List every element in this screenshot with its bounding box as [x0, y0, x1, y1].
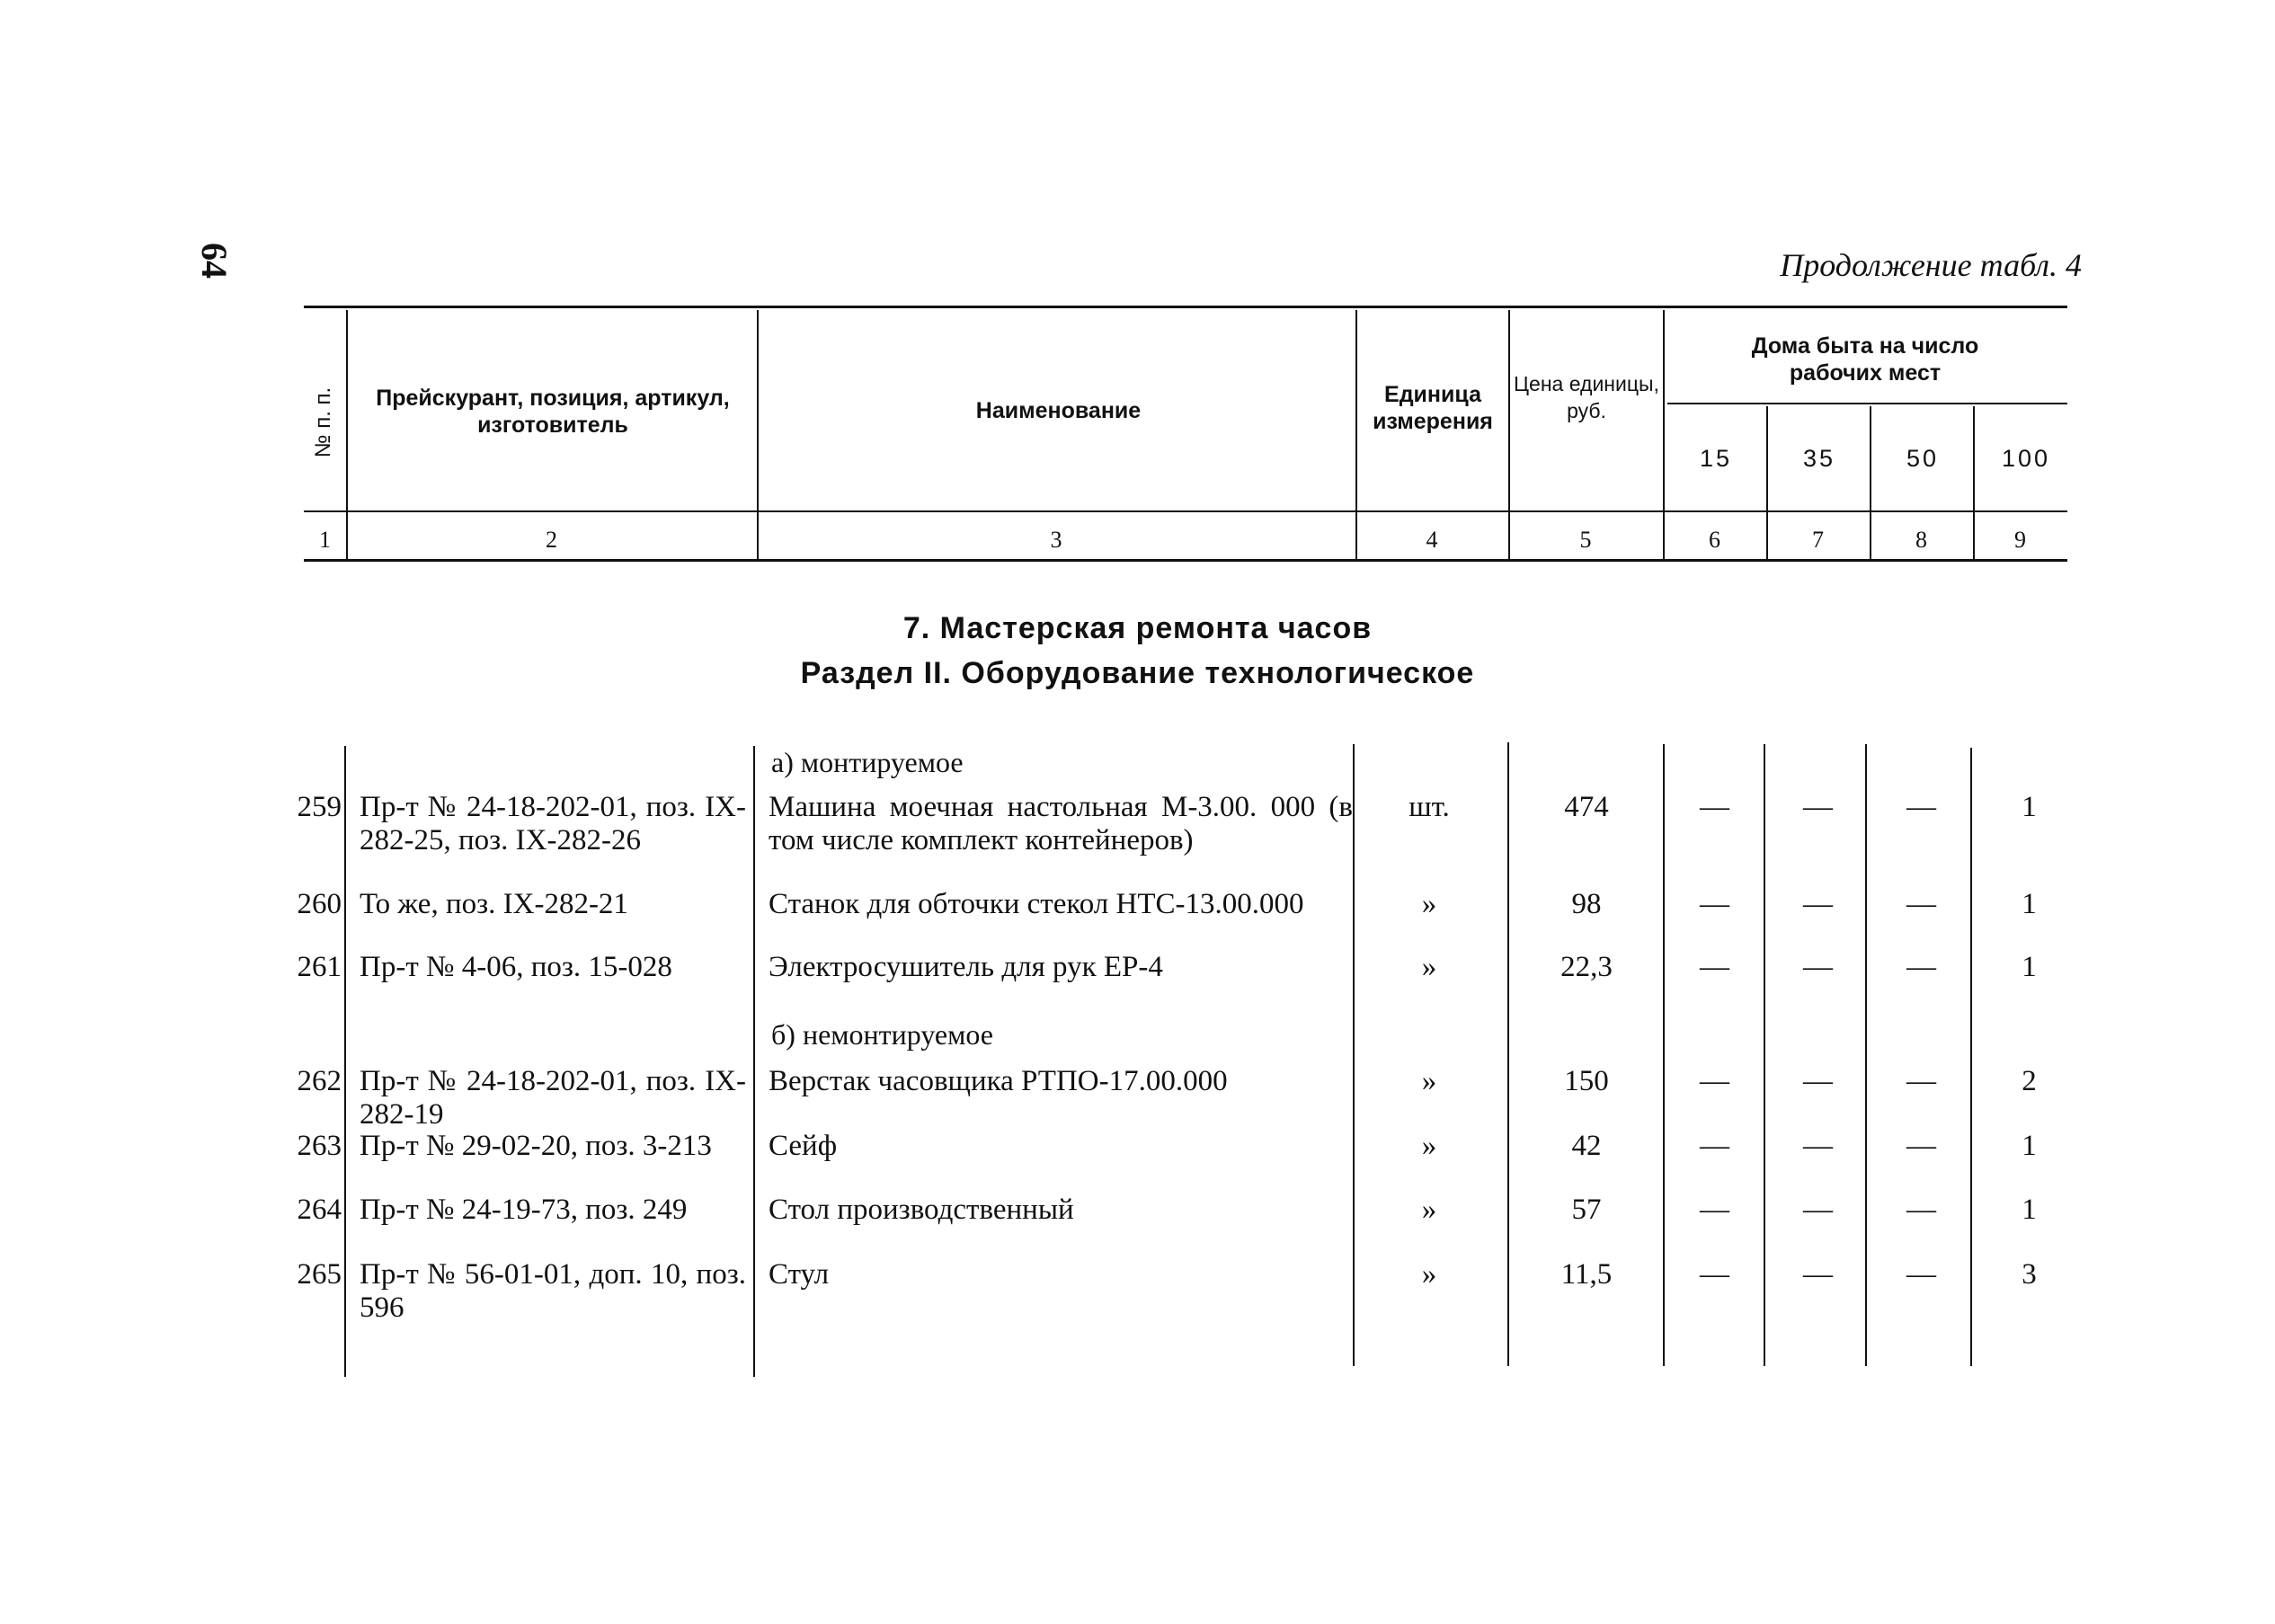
header-top-rule [304, 306, 2067, 308]
row-d35: — [1803, 1065, 1833, 1097]
row-unit: » [1421, 888, 1437, 920]
row-d50: — [1906, 791, 1936, 823]
colnum-2: 2 [546, 527, 557, 553]
row-price: 57 [1571, 1194, 1602, 1226]
row-ref: Пр-т № 24-19-73, поз. 249 [360, 1194, 688, 1226]
header-vline-3 [1355, 310, 1357, 560]
row-name: Машина моечная настольная М-3.00. 000 (в том числе комплект контейнеров) [769, 791, 1353, 856]
header-vline-2 [757, 310, 759, 560]
row-unit: » [1421, 1065, 1437, 1097]
group-divider [1667, 403, 2067, 404]
body-vline-2 [753, 746, 755, 1377]
header-group: Дома быта на число рабочих мест [1751, 333, 1979, 386]
row-d50: — [1906, 1258, 1936, 1291]
row-unit: шт. [1409, 791, 1450, 823]
colnum-3: 3 [1050, 527, 1062, 553]
row-num: 262 [297, 1065, 342, 1097]
row-d100: 1 [2022, 888, 2037, 920]
row-price: 98 [1571, 888, 1602, 920]
header-vline-1 [346, 310, 348, 560]
row-d50: — [1906, 888, 1936, 920]
body-vline-4 [1507, 742, 1509, 1366]
row-d100: 3 [2022, 1258, 2037, 1291]
row-ref: Пр-т № 56-01-01, доп. 10, поз. 596 [360, 1258, 746, 1324]
row-name: Сейф [769, 1130, 838, 1162]
row-d35: — [1803, 888, 1833, 920]
colnum-7: 7 [1812, 527, 1824, 553]
header-col9: 100 [2001, 445, 2051, 472]
subgroup-a: а) монтируемое [771, 746, 964, 778]
row-unit: » [1421, 1194, 1437, 1226]
row-num: 265 [297, 1258, 342, 1291]
colnum-9: 9 [2014, 527, 2026, 553]
section-subtitle: Раздел II. Оборудование технологическое [800, 656, 1475, 690]
subgroup-b: б) немонтируемое [771, 1018, 993, 1051]
colnum-8: 8 [1915, 527, 1927, 553]
header-vline-4 [1508, 310, 1510, 560]
row-d15: — [1700, 951, 1729, 983]
header-col4: Единица измерения [1373, 382, 1493, 434]
header-vline-5 [1663, 310, 1665, 560]
row-ref: Пр-т № 4-06, поз. 15-028 [360, 951, 672, 983]
row-price: 474 [1564, 791, 1609, 823]
row-d15: — [1700, 1065, 1729, 1097]
header-col6: 15 [1699, 445, 1733, 472]
row-name: Станок для обточки стекол НТС-13.00.000 [769, 888, 1304, 920]
row-d15: — [1700, 1194, 1729, 1226]
row-d15: — [1700, 1130, 1729, 1162]
row-num: 259 [297, 791, 342, 823]
section-title: 7. Мастерская ремонта часов [902, 611, 1373, 645]
row-d50: — [1906, 1065, 1936, 1097]
header-bottom-rule [304, 559, 2067, 562]
page-number: 64 [194, 243, 235, 279]
header-col8: 50 [1906, 445, 1940, 472]
row-unit: » [1421, 1258, 1437, 1291]
row-ref: Пр-т № 24-18-202-01, поз. IX-282-25, поз. IX-282-26 [360, 791, 746, 856]
row-price: 42 [1571, 1130, 1602, 1162]
colnum-1: 1 [319, 527, 331, 553]
colnum-4: 4 [1426, 527, 1438, 553]
row-ref: Пр-т № 29-02-20, поз. 3-213 [360, 1130, 712, 1162]
header-col1: № п. п. [311, 386, 335, 458]
row-d35: — [1803, 951, 1833, 983]
row-d35: — [1803, 791, 1833, 823]
header-col7: 35 [1802, 445, 1836, 472]
row-name: Стол производственный [769, 1194, 1074, 1226]
row-d15: — [1700, 791, 1729, 823]
row-price: 11,5 [1560, 1258, 1613, 1291]
row-d100: 1 [2022, 1194, 2037, 1226]
body-vline-1 [344, 746, 346, 1377]
row-name: Стул [769, 1258, 830, 1291]
row-name: Верстак часовщика РТПО-17.00.000 [769, 1065, 1228, 1097]
row-d100: 1 [2022, 1130, 2037, 1162]
row-d100: 1 [2022, 951, 2037, 983]
row-d35: — [1803, 1258, 1833, 1291]
row-price: 150 [1564, 1065, 1609, 1097]
row-name: Электросушитель для рук ЕР-4 [769, 951, 1163, 983]
header-col2: Прейскурант, позиция, артикул, изготовитель [376, 386, 730, 438]
row-d50: — [1906, 1130, 1936, 1162]
colnum-divider [304, 510, 2067, 512]
colnum-5: 5 [1579, 527, 1592, 553]
row-num: 260 [297, 888, 342, 920]
row-num: 264 [297, 1194, 342, 1226]
row-d50: — [1906, 951, 1936, 983]
row-unit: » [1421, 1130, 1437, 1162]
row-d50: — [1906, 1194, 1936, 1226]
header-col3: Наименование [975, 398, 1142, 423]
row-price: 22,3 [1560, 951, 1613, 983]
row-unit: » [1421, 951, 1437, 983]
row-num: 263 [297, 1130, 342, 1162]
header-col5: Цена единицы, руб. [1514, 372, 1659, 422]
row-d15: — [1700, 1258, 1729, 1291]
row-ref: Пр-т № 24-18-202-01, поз. IX-282-19 [360, 1065, 746, 1131]
row-d35: — [1803, 1194, 1833, 1226]
colnum-6: 6 [1709, 527, 1720, 553]
continuation-label: Продолжение табл. 4 [1780, 247, 2082, 283]
row-d35: — [1803, 1130, 1833, 1162]
row-ref: То же, поз. IX-282-21 [360, 888, 628, 920]
row-num: 261 [297, 951, 342, 983]
row-d15: — [1700, 888, 1729, 920]
row-d100: 1 [2022, 791, 2037, 823]
row-d100: 2 [2022, 1065, 2037, 1097]
